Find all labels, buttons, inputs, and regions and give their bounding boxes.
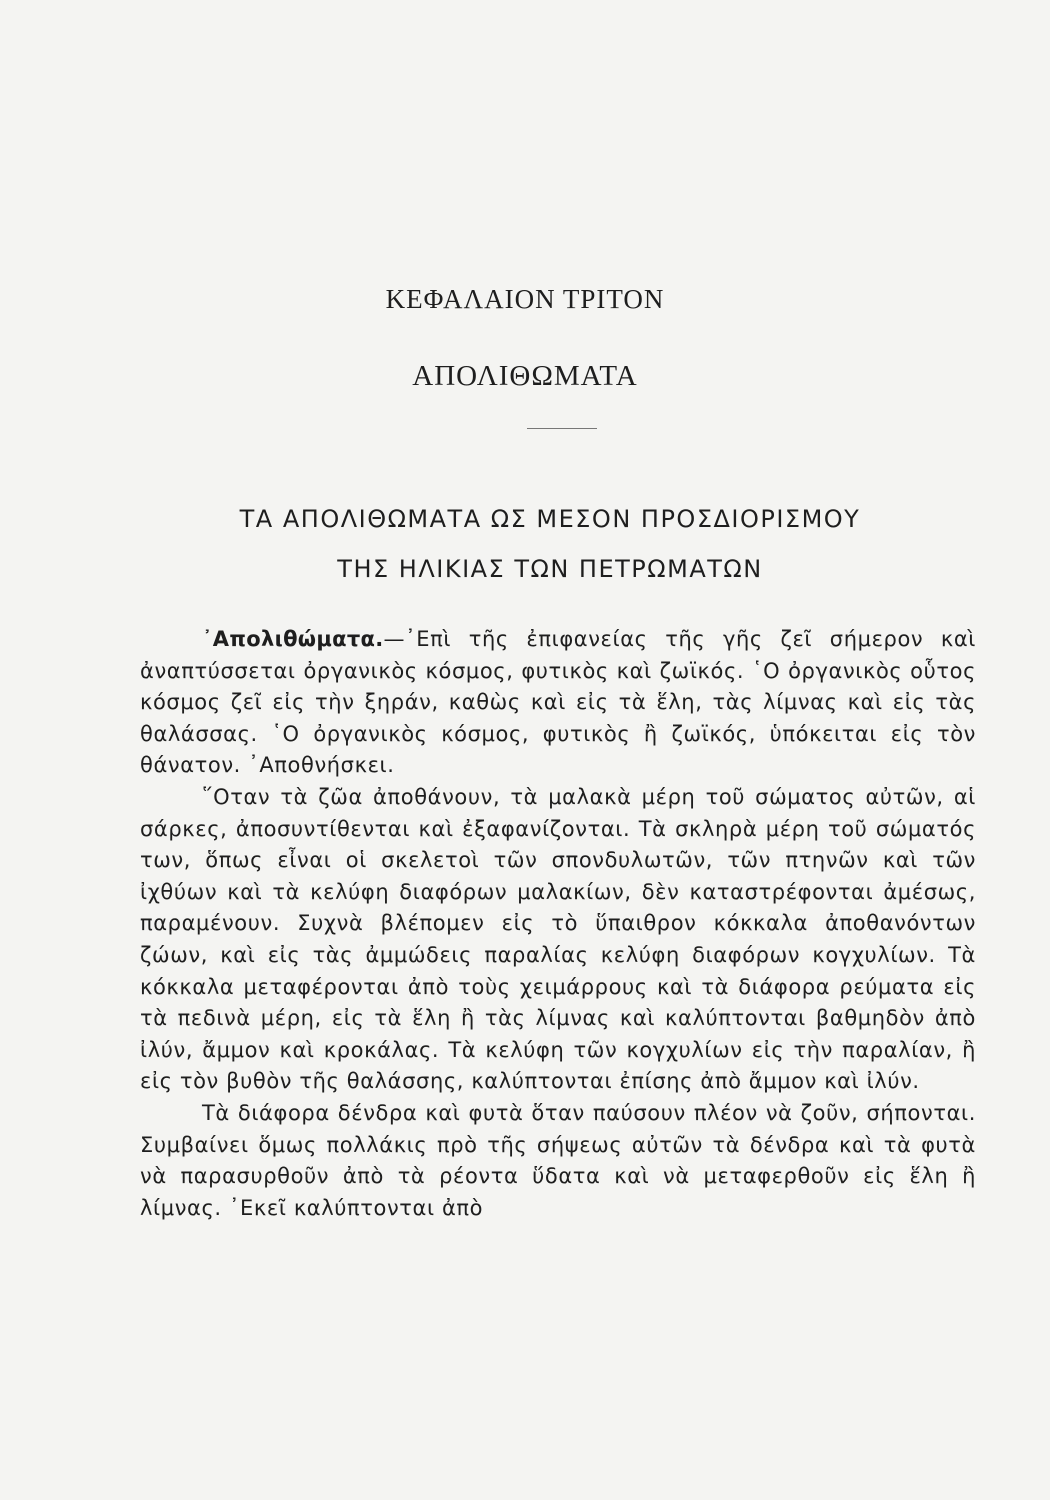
title-divider <box>527 428 597 429</box>
section-title-line-1: ΤΑ ΑΠΟΛΙΘΩΜΑΤΑ ΩΣ ΜΕΣΟΝ ΠΡΟΣΔΙΟΡΙΣΜΟΥ <box>239 505 861 533</box>
chapter-label: ΚΕΦΑΛΑΙΟΝ ΤΡΙΤΟΝ <box>385 284 665 314</box>
paragraph-1-text: —᾿Επὶ τῆς ἐπιφανείας τῆς γῆς ζεῖ σήμερον καὶ ἀναπτύσσεται ὀργανικὸς κόσμος, φυτικὸς καὶ ζωϊκός. ῾Ο ὀργανικὸς οὗτος κόσμος ζεῖ εἰς τὴν ξηράν, καθὼς καὶ εἰς τὰ ἕλη, τὰς λίμνας καὶ εἰς τὰς θαλάσσας. ῾Ο ὀργανικὸς κόσμος, φυτικὸς ἢ ζωϊκός, ὑπόκειται εἰς τὸν θάνατον. ᾿Αποθνήσκει. <box>140 627 976 778</box>
section-title-line-2: ΤΗΣ ΗΛΙΚΙΑΣ ΤΩΝ ΠΕΤΡΩΜΑΤΩΝ <box>337 555 763 583</box>
chapter-title: ΑΠΟΛΙΘΩΜΑΤΑ <box>412 360 638 392</box>
lead-term: ᾿Απολιθώματα. <box>202 627 384 651</box>
paragraph-1 <box>140 624 976 782</box>
section-title <box>140 494 960 594</box>
body-text <box>140 624 976 1224</box>
paragraph-3: Τὰ διάφορα δένδρα καὶ φυτὰ ὅταν παύσουν πλέον νὰ ζοῦν, σήπονται. Συμβαίνει ὅμως πολλάκις πρὸ τῆς σήψεως αὐτῶν τὰ δένδρα καὶ τὰ φυτὰ νὰ παρασυρθοῦν ἀπὸ τὰ ρέοντα ὕδατα καὶ νὰ μεταφερθοῦν εἰς ἕλη ἢ λίμνας. ᾿Εκεῖ καλύπτονται ἀπὸ <box>140 1100 976 1220</box>
paragraph-2: ῞Οταν τὰ ζῶα ἀποθάνουν, τὰ μαλακὰ μέρη τοῦ σώματος αὐτῶν, αἱ σάρκες, ἀποσυντίθενται καὶ ἐξαφανίζονται. Τὰ σκληρὰ μέρη τοῦ σώματός των, ὅπως εἶναι οἱ σκελετοὶ τῶν σπονδυλωτῶν, τῶν πτηνῶν καὶ τῶν ἰχθύων καὶ τὰ κελύφη διαφόρων μαλακίων, δὲν καταστρέφονται ἀμέσως, παραμένουν. Συχνὰ βλέπομεν εἰς τὸ ὕπαιθρον κόκκαλα ἀποθανόντων ζώων, καὶ εἰς τὰς ἀμμώδεις παραλίας κελύφη διαφόρων κογχυλίων. Τὰ κόκκαλα μεταφέρονται ἀπὸ τοὺς χειμάρρους καὶ τὰ διάφορα ρεύματα εἰς τὰ πεδινὰ μέρη, εἰς τὰ ἕλη ἢ τὰς λίμνας καὶ καλύπτονται βαθμηδὸν ἀπὸ ἰλύν, ἄμμον καὶ κροκάλας. Τὰ κελύφη τῶν κογχυλίων εἰς τὴν παραλίαν, ἢ εἰς τὸν βυθὸν τῆς θαλάσσης, καλύπτονται ἐπίσης ἀπὸ ἄμμον καὶ ἰλύν. <box>140 784 976 1094</box>
